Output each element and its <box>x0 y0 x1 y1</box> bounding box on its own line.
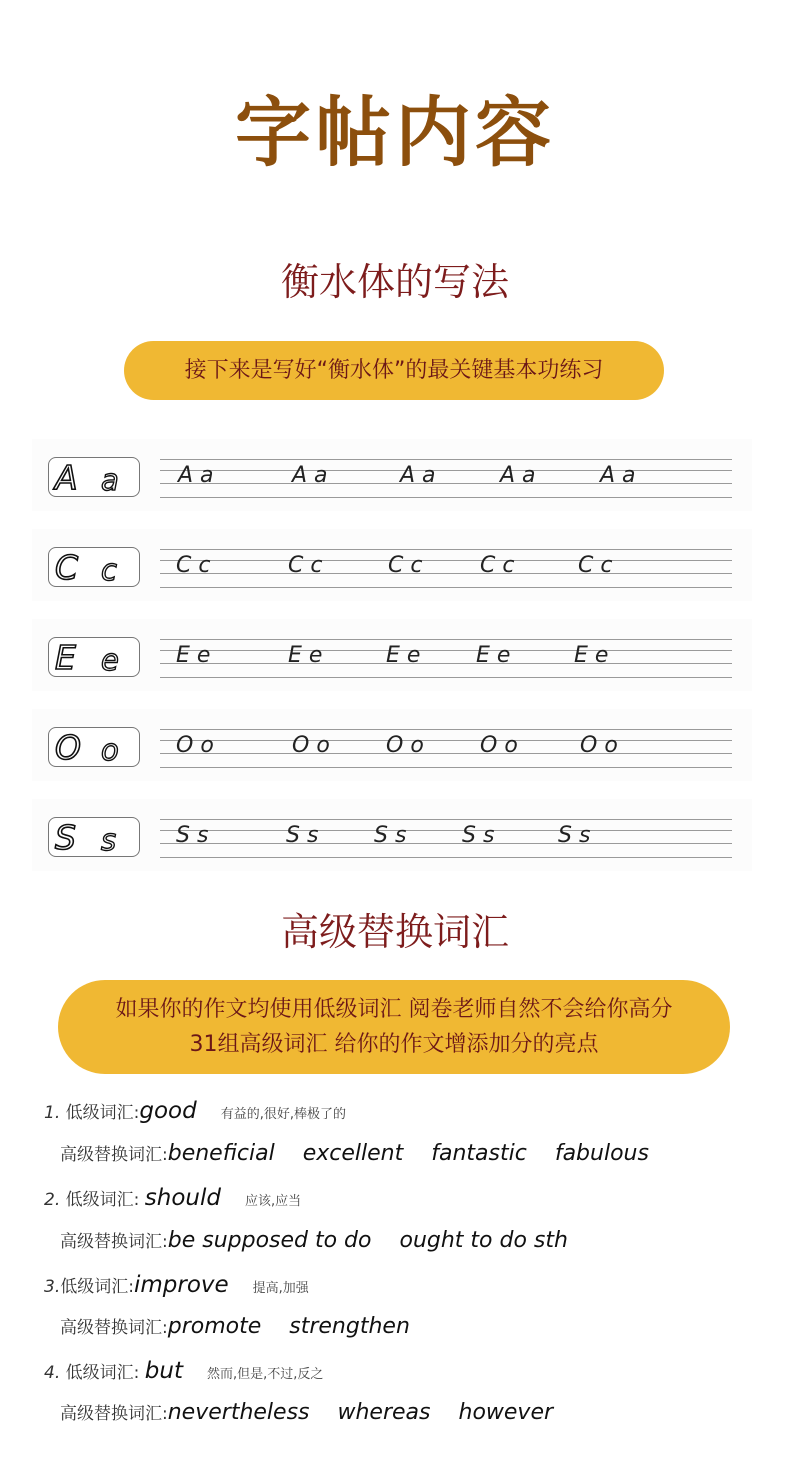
practice-sample: Aa <box>292 463 335 488</box>
low-word: but <box>144 1358 183 1384</box>
practice-sample: Ss <box>286 823 326 848</box>
word-meaning: 提高,加强 <box>252 1281 309 1296</box>
handwriting-banner: 接下来是写好“衡水体”的最关键基本功练习 <box>124 341 664 400</box>
practice-row-c <box>32 529 752 601</box>
practice-sample: Cc <box>176 553 218 578</box>
vocab-low-3: 3.低级词汇:improve 提高,加强 <box>44 1272 309 1298</box>
practice-sample: Ss <box>558 823 598 848</box>
practice-row-s <box>32 799 752 871</box>
practice-sample: Ss <box>374 823 414 848</box>
practice-sample: Aa <box>500 463 543 488</box>
vocab-low-4: 4. 低级词汇: but 然而,但是,不过,反之 <box>44 1358 324 1384</box>
uppercase-model: S <box>55 818 76 857</box>
vocab-high-1: 高级替换词汇:beneficial excellent fantastic fabulous <box>60 1141 649 1166</box>
word-meaning: 应该,应当 <box>244 1194 302 1209</box>
practice-sample: Oo <box>292 733 337 758</box>
lowercase-model: a <box>101 463 119 497</box>
practice-sample: Ee <box>386 643 428 668</box>
practice-sample: Aa <box>400 463 443 488</box>
low-word: good <box>139 1098 197 1124</box>
practice-row-a <box>32 439 752 511</box>
practice-sample: Cc <box>578 553 620 578</box>
lowercase-model: c <box>101 553 117 587</box>
uppercase-model: C <box>55 548 79 587</box>
letter-model-box <box>48 727 140 767</box>
vocab-low-2: 2. 低级词汇: should 应该,应当 <box>44 1185 302 1211</box>
page-title: 字帖内容 <box>235 88 555 177</box>
practice-sample: Cc <box>288 553 330 578</box>
practice-row-o <box>32 709 752 781</box>
practice-sample: Ee <box>476 643 518 668</box>
practice-sample: Oo <box>580 733 625 758</box>
practice-sample: Cc <box>388 553 430 578</box>
practice-sample: Oo <box>176 733 221 758</box>
practice-sample: Ee <box>288 643 330 668</box>
practice-sample: Ee <box>574 643 616 668</box>
practice-sample: Aa <box>600 463 643 488</box>
practice-row-e <box>32 619 752 691</box>
vocab-low-1: 1. 低级词汇:good 有益的,很好,棒极了的 <box>44 1098 346 1124</box>
vocab-high-4: 高级替换词汇:nevertheless whereas however <box>60 1400 554 1425</box>
section-heading-vocabulary: 高级替换词汇 <box>280 910 509 954</box>
practice-sample: Ss <box>176 823 216 848</box>
letter-model-box <box>48 547 140 587</box>
practice-sample: Cc <box>480 553 522 578</box>
uppercase-model: E <box>55 638 76 677</box>
uppercase-model: A <box>55 458 78 497</box>
word-meaning: 有益的,很好,棒极了的 <box>220 1107 346 1122</box>
vocab-high-2: 高级替换词汇:be supposed to do ought to do sth <box>60 1228 568 1253</box>
lowercase-model: o <box>101 733 119 767</box>
low-word: should <box>144 1185 221 1211</box>
uppercase-model: O <box>55 728 81 767</box>
practice-sample: Oo <box>386 733 431 758</box>
letter-model-box <box>48 817 140 857</box>
letter-model-box <box>48 457 140 497</box>
vocab-high-3: 高级替换词汇:promote strengthen <box>60 1314 410 1339</box>
vocabulary-banner <box>58 980 730 1074</box>
vocabulary-banner-line2: 31组高级词汇 给你的作文增添加分的亮点 <box>189 1032 599 1057</box>
lowercase-model: s <box>101 823 117 857</box>
word-meaning: 然而,但是,不过,反之 <box>206 1367 324 1382</box>
practice-sample: Oo <box>480 733 525 758</box>
section-heading-handwriting: 衡水体的写法 <box>280 260 509 304</box>
practice-sample: Aa <box>178 463 221 488</box>
vocabulary-banner-line1: 如果你的作文均使用低级词汇 阅卷老师自然不会给你高分 <box>115 997 673 1022</box>
low-word: improve <box>133 1272 229 1298</box>
lowercase-model: e <box>101 643 119 677</box>
practice-sample: Ss <box>462 823 502 848</box>
practice-sample: Ee <box>176 643 218 668</box>
letter-model-box <box>48 637 140 677</box>
